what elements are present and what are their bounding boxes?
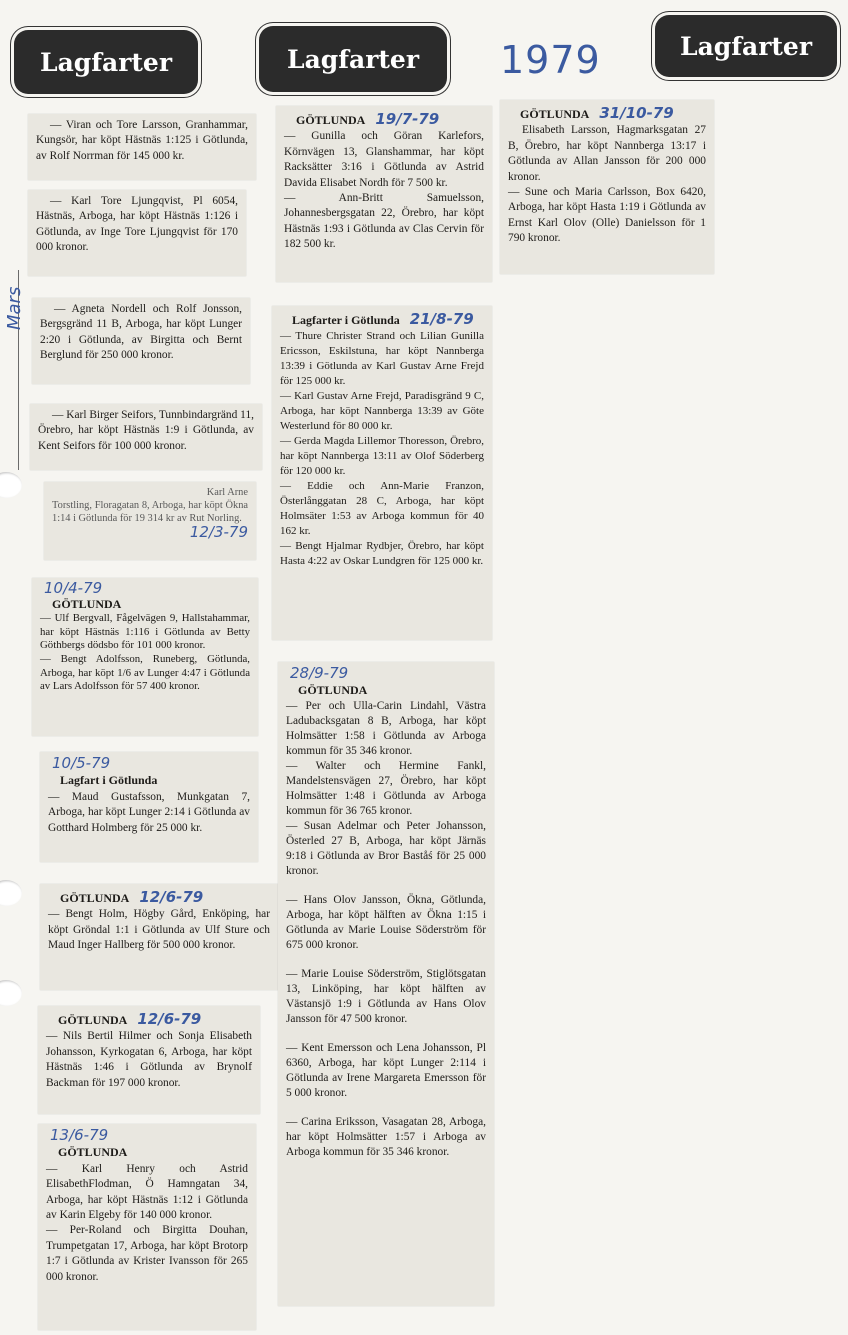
clipping-text: — Karl Henry och Astrid ElisabethFlodman, Ö Hamngatan 34, Arboga, har köpt Hästnäs 1:12 i Götlunda av Karin Elgeby för 140 000 kronor. [46,1162,248,1222]
clipping [272,306,492,640]
binder-hole [0,880,22,906]
clipping-heading: GÖTLUNDA [298,683,368,697]
clipping [38,1124,256,1330]
clipping-heading: Lagfart i Götlunda [60,773,158,788]
clipping-text: — Kent Emersson och Lena Johansson, Pl 6360, Arboga, har köpt Lunger 2:114 i Götlunda av Irene Margareta Emersson för 5 000 kronor. [286,1042,486,1099]
handwritten-date: 10/4-79 [44,579,103,597]
handwritten-date: 28/9-79 [290,664,349,682]
clipping [40,752,258,862]
clipping-text: — Bengt Hjalmar Rydbjer, Örebro, har köpt Hasta 4:22 av Oskar Lundgren för 125 000 kr. [280,540,484,567]
clipping-text: — Susan Adelmar och Peter Johansson, Österled 27 B, Arboga, har köpt Järnäs 9:18 i Götlunda av Bror Baståś för 25 000 kronor. [286,820,486,877]
clipping-heading: GÖTLUNDA [52,596,122,611]
clipping [44,482,256,560]
lagfarter-badge-left: Lagfarter [14,30,198,94]
clipping-name: Karl Arne [206,487,248,498]
clipping-text: — Thure Christer Strand och Lilian Gunilla Ericsson, Eskilstuna, har köpt Nannberga 13:39 i Götlunda av Karl Gustav Arne Frejd för 125 000 kr. [280,330,484,387]
clipping-text: — Walter och Hermine Fankl, Mandelstensvägen 27, Örebro, har köpt Holmsätter 1:48 i Götlunda av Arboga kommun för 36 765 kronor. [286,760,486,817]
handwritten-date: 13/6-79 [50,1126,109,1144]
binder-hole [0,472,22,498]
clipping [32,298,250,384]
clipping-text: — Karl Birger Seifors, Tunnbindargränd 11, Örebro, har köpt Hästnäs 1:9 i Götlunda, av Kent Seifors för 100 000 kronor. [38,409,254,452]
year-note: 1979 [500,38,601,82]
clipping [32,578,258,736]
clipping-text: — Bengt Adolfsson, Runeberg, Götlunda, Arboga, har köpt 1/6 av Lunger 4:47 i Götlunda av Lars Adolfsson för 57 400 kronor. [40,652,250,693]
binder-hole [0,980,22,1006]
clipping-text: — Karl Tore Ljungqvist, Pl 6054, Hästnäs, Arboga, har köpt Hästnäs 1:126 i Götlunda, av Inge Tore Ljungqvist för 170 000 kronor. [36,195,238,254]
clipping [38,1006,260,1114]
clipping [30,404,262,470]
clipping [40,884,278,990]
clipping [28,190,246,276]
handwritten-date: 12/6-79 [139,888,204,906]
handwritten-date: 10/5-79 [52,754,111,772]
clipping-text: — Hans Olov Jansson, Ökna, Götlunda, Arboga, har köpt hälften av Ökna 1:15 i Götlunda av Marie Louise Söderström för 675 000 kronor. [286,894,486,951]
clipping-text: — Sune och Maria Carlsson, Box 6420, Arboga, har köpt Hasta 1:19 i Götlunda av Ernst Karl Olov (Olle) Danielsson för 1 790 kronor. [508,186,706,245]
clipping [28,114,256,180]
clipping-text: Elisabeth Larsson, Hagmarksgatan 27 B, Örebro, har köpt Nannberga 13:17 i Götlunda av Allan Jansson för 200 000 kronor. [508,124,706,183]
clipping-text: — Agneta Nordell och Rolf Jonsson, Bergsgränd 11 B, Arboga, har köpt Lunger 2:20 i Götlunda, av Birgitta och Bernt Berglund för 250 000 kronor. [40,303,242,362]
handwritten-date: 12/3-79 [189,522,248,541]
handwritten-date: 19/7-79 [375,110,440,128]
clipping-text: — Gunilla och Göran Karlefors, Körnvägen 13, Glanshammar, har köpt Racksätter 3:16 i Götlunda av Astrid Davida Elisabet Nordh för 7 500 kr. [284,130,484,189]
clipping-text: — Nils Bertil Hilmer och Sonja Elisabeth Johansson, Kyrkogatan 6, Arboga, har köpt Hästnäs 1:46 i Götlunda av Brynolf Backman för 197 000 kronor. [46,1030,252,1089]
handwritten-date: 21/8-79 [409,310,474,328]
handwritten-date: 31/10-79 [599,104,674,122]
lagfarter-badge-mid: Lagfarter [259,26,447,92]
handwritten-date: 12/6-79 [137,1010,202,1028]
clipping-text: — Marie Louise Söderström, Stiglötsgatan 13, Linköping, har köpt hälften av Västansjö 1:9 i Götlunda av Hans Olov Jansson för 47 500 kronor. [286,968,486,1025]
clipping-heading: GÖTLUNDA [58,1013,128,1027]
clipping [500,100,714,274]
clipping-text: — Viran och Tore Larsson, Granhammar, Kungsör, har köpt Hästnäs 1:125 i Götlunda, av Rolf Norrman för 145 000 kr. [36,119,248,162]
margin-note: Mars [4,286,25,330]
clipping-heading: GÖTLUNDA [60,891,130,905]
clipping-text: — Ulf Bergvall, Fågelvägen 9, Hallstahammar, har köpt Hästnäs 1:116 i Götlunda av Betty Göthbergs dödsbo för 101 000 kronor. [40,612,250,652]
clipping-text: — Gerda Magda Lillemor Thoresson, Örebro, har köpt Nannberga 13:11 av Olof Söderberg för 120 000 kr. [280,435,484,477]
clipping-text: — Maud Gustafsson, Munkgatan 7, Arboga, har köpt Lunger 2:14 i Götlunda av Gotthard Holmberg för 25 000 kr. [48,790,250,834]
clipping-heading: GÖTLUNDA [58,1145,128,1160]
clipping-text: Torstling, Floragatan 8, Arboga, har köpt Ökna 1:14 i Götlunda för 19 314 kr av Rut Norling. [52,500,248,525]
lagfarter-badge-right: Lagfarter [655,15,837,77]
clipping [276,106,492,282]
clipping-text: — Bengt Holm, Högby Gård, Enköping, har köpt Gröndal 1:1 i Götlunda av Ulf Sture och Maud Inger Hallberg för 500 000 kronor. [48,908,270,952]
clipping-heading: GÖTLUNDA [296,113,366,127]
clipping-text: — Per och Ulla-Carin Lindahl, Västra Ladubacksgatan 8 B, Arboga, har köpt Holmsätter 1:58 i Götlunda av Arboga kommun för 35 346 kronor. [286,700,486,757]
clipping-heading: GÖTLUNDA [520,107,590,121]
clipping-text: — Carina Eriksson, Vasagatan 28, Arboga, har köpt Holmsätter 1:57 i Arboga av Arboga kommun för 35 346 kronor. [286,1116,486,1158]
clipping [278,662,494,1306]
clipping-text: — Ann-Britt Samuelsson, Johannesbergsgatan 22, Örebro, har köpt Hästnäs 1:93 i Götlunda av Clas Cervin för 182 500 kr. [284,192,484,251]
clipping-text: — Per-Roland och Birgitta Douhan, Trumpetgatan 17, Arboga, har köpt Brotorp 1:7 i Götlunda av Krister Ivansson för 265 000 kronor. [46,1224,248,1283]
clipping-heading: Lagfarter i Götlunda [292,313,400,327]
clipping-text: — Karl Gustav Arne Frejd, Paradisgränd 9 C, Arboga, har köpt Nannberga 13:39 av Göte Westerlund för 80 000 kr. [280,390,484,432]
clipping-text: — Eddie och Ann-Marie Franzon, Österlånggatan 28 C, Arboga, har köpt Holmsäter 1:53 av Arboga kommun för 40 162 kr. [280,480,484,537]
